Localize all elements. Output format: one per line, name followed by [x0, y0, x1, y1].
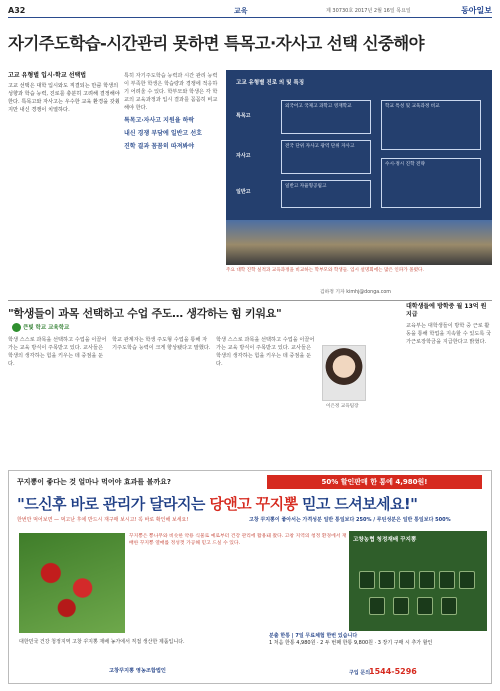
school-logo-text: 큰빛 학교 교육학교 [23, 325, 70, 331]
infographic-box-2: 전국 단위 자사고 광역 단위 자사고 [281, 140, 371, 174]
subheading-3: 진학 결과 꼼꼼히 따져봐야 [124, 143, 195, 150]
school-logo [12, 323, 69, 332]
advertisement [8, 470, 492, 684]
berry-photo [19, 533, 125, 633]
order-title: 분출 한통 | 7일 무료체험 한번 있습니다 [269, 633, 358, 639]
ad-sale-banner: 50% 할인판매 한 통에 4,980원! [267, 475, 482, 489]
portrait-caption: 이은정 교육팀장 [326, 404, 359, 409]
lead-body: 고교 선택은 대학 입시와도 직결되는 만큼 학생의 성향과 학습 능력, 진로를 충분히 고려해 결정해야 한다. 특목고와 자사고는 우수한 교육 환경을 갖췄지만 내신 경쟁이 치열하다. [8, 83, 120, 113]
ad-body-text: 꾸지뽕은 뽕나무와 비슷한 약용 식물로 예로부터 건강 관리에 활용돼 왔다. 고창 지역의 청정 환경에서 재배한 꾸지뽕 열매를 정성껏 가공해 믿고 드실 수 있다. [129, 534, 347, 546]
jar-image [369, 597, 385, 615]
ad-headline [17, 493, 417, 514]
infographic-panel [226, 70, 492, 265]
product-title: 고창농협 청정재배 꾸지뽕 [353, 537, 417, 543]
jar-image [439, 571, 455, 589]
infographic-label-3: 일반고 [236, 189, 251, 195]
subheading-2: 내신 경쟁 부담에 일반고 선호 [124, 130, 202, 137]
seminar-photo [226, 220, 492, 265]
jar-image [359, 571, 375, 589]
feature-body-2: 학교 관계자는 학생 주도형 수업을 통해 자기주도학습 능력이 크게 향상됐다고 말했다. [112, 337, 211, 351]
page-header [8, 4, 492, 18]
ad-headline-brand: 당앤고 꾸지뽕 [209, 495, 298, 513]
feature-body-3: 학생 스스로 과목을 선택하고 수업을 이끌어가는 교육 방식이 주목받고 있다. 교사들은 학생의 생각하는 힘을 키우는 데 중점을 둔다. [216, 337, 315, 367]
infographic-box-3: 일반고 자율형공립고 [281, 180, 371, 208]
issue-meta: 제 30730호 2017년 2월 16일 목요일 [326, 8, 411, 14]
lead-article [8, 72, 120, 114]
feature-column-2 [112, 336, 212, 461]
column-body: 특히 자기주도학습 능력과 시간 관리 능력이 부족한 학생은 학습량과 경쟁에 적응하기 어려울 수 있다. 학부모와 학생은 각 학교의 교육과정과 입시 결과를 꼼꼼히 비교해야 한다. [124, 73, 218, 111]
brief-body: 교육부는 대학생들이 방학 중 근로 활동을 통해 학업을 지속할 수 있도록 국가근로장학금을 지급한다고 밝혔다. [406, 323, 492, 345]
order-text: 1 처음 한통 4,980원 · 2 두 번째 한통 9,800원 · 3 장기 구매 시 추가 할인 [269, 640, 433, 646]
jar-image [441, 597, 457, 615]
lead-kicker: 고교 유형별 입시·학교 선택법 [8, 72, 87, 79]
infographic-title: 고교 유형별 진로 의 및 특징 [236, 80, 305, 86]
farm-logo: 고창꾸지뽕 영농조합법인 [109, 668, 166, 674]
farm-info: 대한민국 건강 청정지역 고창 꾸지뽕 재배 농가에서 직접 생산한 제품입니다. [19, 639, 185, 645]
section-divider [8, 300, 492, 301]
infographic-box-1: 외국어고 국제고 과학고 영재학교 [281, 100, 371, 134]
subheading-1: 특목고·자사고 지원율 하락 [124, 117, 195, 124]
main-headline: 자기주도학습-시간관리 못하면 특목고·자사고 선택 신중해야 [8, 34, 424, 53]
infographic-box-5: 수시·정시 진학 전략 [381, 158, 481, 208]
article-column-2 [124, 72, 222, 297]
jar-image [379, 571, 395, 589]
ad-headline-pre: "드신후 바로 관리가 달라지는 [17, 495, 210, 513]
newspaper-brand: 동아일보 [461, 5, 492, 15]
order-info [269, 633, 484, 647]
order-phone-number[interactable]: 1544-5296 [369, 667, 417, 676]
portrait-photo [322, 345, 366, 401]
feature-body-1: 학생 스스로 과목을 선택하고 수업을 이끌어가는 교육 방식이 주목받고 있다. 교사들은 학생의 생각하는 힘을 키우는 데 중점을 둔다. [8, 337, 107, 367]
ad-subline: 한번만 먹어보면 — 먹고난 후에 반드시 재구매 보시고! 꼭 바로 확인해 보세요! [17, 517, 189, 523]
infographic-label-1: 특목고 [236, 113, 251, 119]
leaf-icon [12, 323, 21, 332]
article-byline: 김하정 기자 kimhj@donga.com [320, 290, 391, 295]
photo-caption: 주요 대학 진학 실적과 교육과정을 비교하는 학부모와 학생들. 입시 설명회에는 많은 인파가 몰렸다. [226, 268, 424, 273]
infographic-box-4: 학교 특성 및 교육과정 비교 [381, 100, 481, 150]
jar-image [419, 571, 435, 589]
jar-image [393, 597, 409, 615]
news-brief [406, 303, 492, 346]
jar-image [459, 571, 475, 589]
ad-question: 꾸지뽕이 좋다는 것 얼마나 먹어야 효과를 볼까요? [17, 478, 171, 486]
infographic-label-2: 자사고 [236, 153, 251, 159]
brief-title: 대학생들에 방학중 월 13억 원 지급 [406, 303, 487, 318]
feature-column-3 [216, 336, 316, 461]
feature-quote-headline: "학생들이 과목 선택하고 수업 주도… 생각하는 힘 키워요" [8, 307, 282, 320]
page-number: A32 [8, 6, 26, 15]
section-label: 교육 [234, 7, 248, 15]
ad-subline-2: 고창 꾸지뽕이 좋아서는 가격성분 일반 통일보다 250% / 루틴성분은 일반 통일보다 500% [249, 517, 451, 523]
jar-image [417, 597, 433, 615]
ad-headline-post: 믿고 드셔보세요!" [297, 495, 418, 513]
jar-image [399, 571, 415, 589]
feature-column-1 [8, 336, 108, 461]
product-panel [349, 531, 487, 631]
phone-label: 구입 문의 [349, 670, 371, 676]
